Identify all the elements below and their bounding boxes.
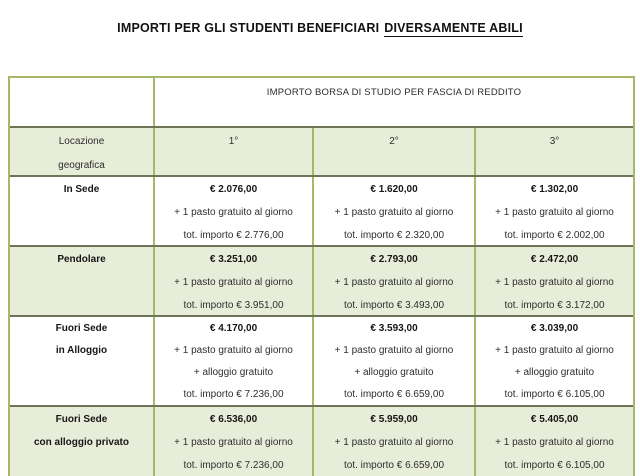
row-label: In Sede xyxy=(63,184,100,195)
corner-label-cell xyxy=(10,128,153,175)
corner-label-line2: geografica xyxy=(58,160,105,171)
amount-line: + 1 pasto gratuito al giorno xyxy=(334,437,454,448)
row-label-cell xyxy=(10,177,153,245)
amount-cell-fascia3 xyxy=(474,407,633,476)
amount-line: tot. importo € 2.320,00 xyxy=(343,230,445,241)
table-row-column-headers xyxy=(10,126,633,175)
amount-line: + 1 pasto gratuito al giorno xyxy=(334,207,454,218)
amount-cell-fascia2 xyxy=(312,177,474,245)
amount-line: € 2.793,00 xyxy=(370,254,418,265)
amount-line: tot. importo € 6.659,00 xyxy=(343,389,445,400)
page-title-underlined: DIVERSAMENTE ABILI xyxy=(384,21,523,35)
column-header-3 xyxy=(474,128,633,175)
amount-line: + 1 pasto gratuito al giorno xyxy=(334,345,454,356)
row-label-cell xyxy=(10,247,153,315)
page-title xyxy=(0,21,640,35)
amount-line: + alloggio gratuito xyxy=(514,367,595,378)
amount-line: + 1 pasto gratuito al giorno xyxy=(174,207,293,218)
amount-line: tot. importo € 7.236,00 xyxy=(183,389,284,400)
amount-cell-fascia3 xyxy=(474,247,633,315)
amount-cell-fascia1 xyxy=(153,247,312,315)
amount-line: tot. importo € 3.951,00 xyxy=(183,300,284,311)
amount-line: € 5.405,00 xyxy=(530,414,579,425)
row-label: Pendolare xyxy=(57,254,106,265)
amount-line: € 6.536,00 xyxy=(209,414,258,425)
amount-cell-fascia2 xyxy=(312,247,474,315)
amount-line: € 5.959,00 xyxy=(370,414,418,425)
row-label: Fuori Sede xyxy=(55,414,108,425)
amount-cell-fascia2 xyxy=(312,407,474,476)
amount-line: tot. importo € 6.105,00 xyxy=(504,389,605,400)
amount-line: tot. importo € 2.002,00 xyxy=(504,230,605,241)
span-header-cell xyxy=(153,78,633,126)
column-header-3-text: 3° xyxy=(549,136,560,147)
amount-line: € 2.472,00 xyxy=(530,254,579,265)
table-row-fuori-sede-alloggio xyxy=(10,315,633,405)
column-header-2-text: 2° xyxy=(389,136,399,147)
amounts-table xyxy=(8,76,635,476)
amount-line: tot. importo € 2.776,00 xyxy=(183,230,284,241)
amount-line: tot. importo € 3.172,00 xyxy=(504,300,605,311)
amount-line: tot. importo € 3.493,00 xyxy=(343,300,445,311)
amount-line: € 1.302,00 xyxy=(530,184,579,195)
table-row-fuori-sede-privato xyxy=(10,405,633,476)
amount-line: + 1 pasto gratuito al giorno xyxy=(174,277,293,288)
amount-cell-fascia3 xyxy=(474,317,633,405)
amount-line: + 1 pasto gratuito al giorno xyxy=(495,207,614,218)
amount-line: tot. importo € 6.105,00 xyxy=(504,460,605,471)
amount-line: € 1.620,00 xyxy=(370,184,418,195)
amount-cell-fascia3 xyxy=(474,177,633,245)
corner-label-line1: Locazione xyxy=(58,136,105,147)
page-title-main: IMPORTI PER GLI STUDENTI BENEFICIARI xyxy=(117,21,380,35)
amount-line: € 3.593,00 xyxy=(370,323,418,334)
amount-cell-fascia1 xyxy=(153,317,312,405)
amount-cell-fascia1 xyxy=(153,407,312,476)
corner-empty-cell xyxy=(10,78,153,126)
amount-line: + 1 pasto gratuito al giorno xyxy=(174,437,293,448)
amount-line: tot. importo € 6.659,00 xyxy=(343,460,445,471)
table-row-pendolare xyxy=(10,245,633,315)
row-label-cell xyxy=(10,317,153,405)
amount-line: € 4.170,00 xyxy=(209,323,258,334)
column-header-1 xyxy=(153,128,312,175)
amount-line: + alloggio gratuito xyxy=(193,367,274,378)
amount-line: € 2.076,00 xyxy=(209,184,258,195)
row-label-cell xyxy=(10,407,153,476)
amount-line: + 1 pasto gratuito al giorno xyxy=(495,277,614,288)
table-row-in-sede xyxy=(10,175,633,245)
amount-line: tot. importo € 7.236,00 xyxy=(183,460,284,471)
amount-cell-fascia2 xyxy=(312,317,474,405)
row-label: Fuori Sede xyxy=(55,323,108,334)
amount-line: + 1 pasto gratuito al giorno xyxy=(495,345,614,356)
amount-line: + 1 pasto gratuito al giorno xyxy=(495,437,614,448)
amount-cell-fascia1 xyxy=(153,177,312,245)
amount-line: + 1 pasto gratuito al giorno xyxy=(334,277,454,288)
row-label: in Alloggio xyxy=(55,345,108,356)
column-header-2 xyxy=(312,128,474,175)
amount-line: € 3.039,00 xyxy=(530,323,579,334)
span-header-text: IMPORTO BORSA DI STUDIO PER FASCIA DI REDDITO xyxy=(266,87,522,98)
column-header-1-text: 1° xyxy=(228,136,239,147)
table-row-top-header xyxy=(10,78,633,126)
row-label: con alloggio privato xyxy=(33,437,129,448)
amount-line: + 1 pasto gratuito al giorno xyxy=(174,345,293,356)
amount-line: + alloggio gratuito xyxy=(354,367,434,378)
amount-line: € 3.251,00 xyxy=(209,254,258,265)
